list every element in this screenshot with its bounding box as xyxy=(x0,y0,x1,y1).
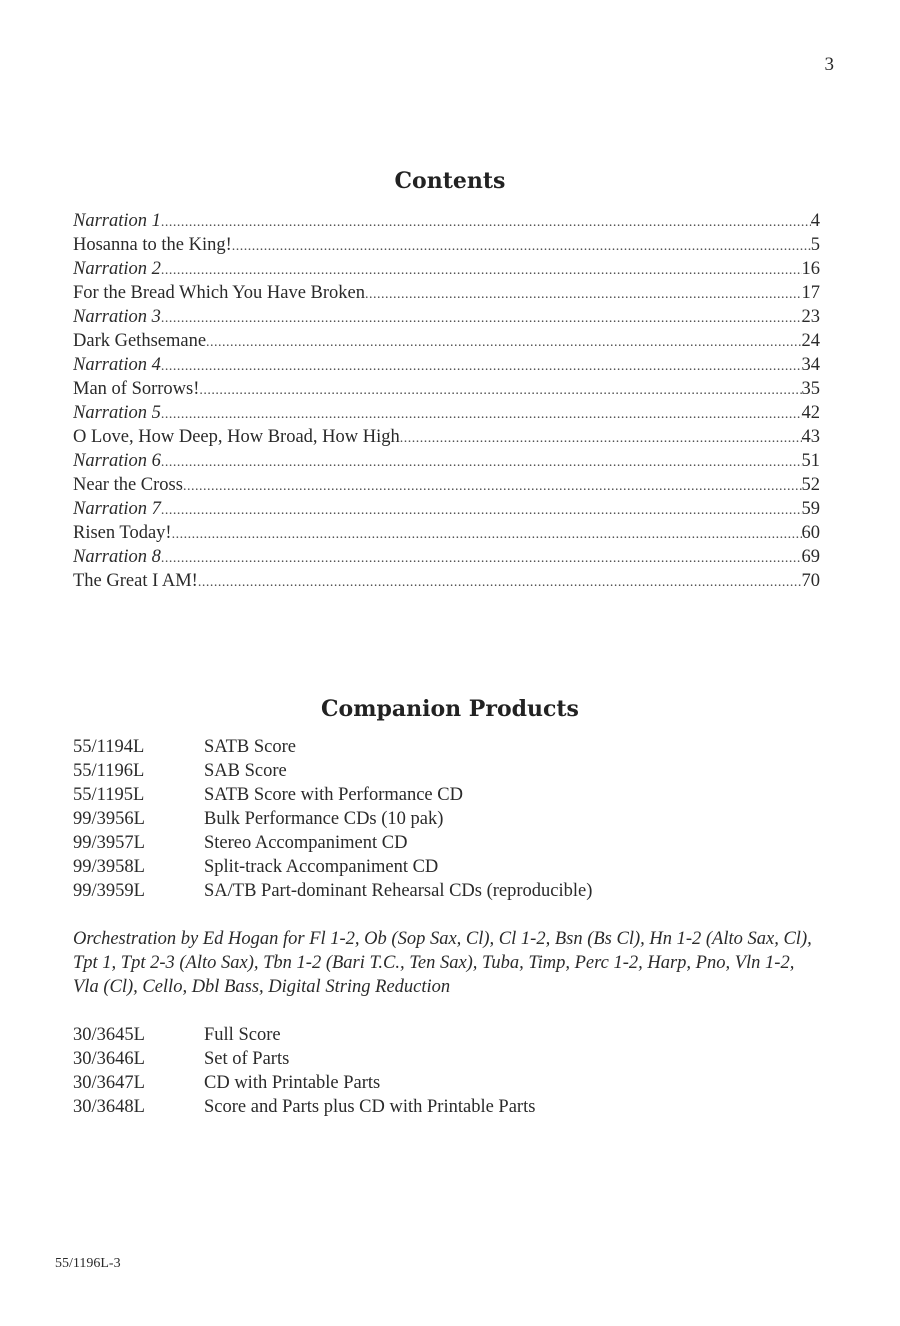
product-code: 55/1196L xyxy=(73,761,145,781)
table-of-contents xyxy=(73,209,820,593)
toc-entry-page: 60 xyxy=(801,523,820,543)
toc-entry xyxy=(73,209,820,233)
toc-dot-leader xyxy=(198,571,802,593)
toc-dot-leader xyxy=(161,259,802,281)
product-row xyxy=(73,879,592,903)
product-description: SAB Score xyxy=(204,761,287,781)
toc-entry-title: Narration 5 xyxy=(73,403,161,423)
toc-entry-page: 35 xyxy=(801,379,820,399)
toc-entry-title: Narration 6 xyxy=(73,451,161,471)
toc-entry-page: 70 xyxy=(801,571,820,591)
orchestra-product-list xyxy=(73,1023,535,1119)
companion-product-list xyxy=(73,735,592,903)
product-row xyxy=(73,855,592,879)
toc-dot-leader xyxy=(172,523,802,545)
toc-entry xyxy=(73,353,820,377)
orchestration-note: Orchestration by Ed Hogan for Fl 1-2, Ob (Sop Sax, Cl), Cl 1-2, Bsn (Bs Cl), Hn 1-2 (Alto Sax, Cl), Tpt 1, Tpt 2-3 (Alto Sax), Tbn 1-2 (Bari T.C., Ten Sax), Tuba, Timp, Perc 1-2, Harp, Pno, Vln 1-2, Vla (Cl), Cello, Dbl Bass, Digital String Reduction xyxy=(73,929,812,997)
product-description: SATB Score xyxy=(204,737,296,757)
product-row xyxy=(73,1023,535,1047)
toc-entry-page: 52 xyxy=(801,475,820,495)
product-description: SATB Score with Performance CD xyxy=(204,785,463,805)
product-code: 30/3646L xyxy=(73,1049,145,1069)
toc-entry xyxy=(73,545,820,569)
toc-entry-title: Risen Today! xyxy=(73,523,172,543)
toc-entry xyxy=(73,401,820,425)
toc-entry-page: 42 xyxy=(801,403,820,423)
toc-dot-leader xyxy=(161,547,802,569)
product-code: 99/3959L xyxy=(73,881,145,901)
product-code: 99/3956L xyxy=(73,809,145,829)
product-row xyxy=(73,1071,535,1095)
product-code: 30/3648L xyxy=(73,1097,145,1117)
toc-dot-leader xyxy=(365,283,801,305)
toc-dot-leader xyxy=(161,451,802,473)
toc-dot-leader xyxy=(161,211,811,233)
product-description: Full Score xyxy=(204,1025,281,1045)
product-code: 30/3647L xyxy=(73,1073,145,1093)
toc-entry-page: 5 xyxy=(810,235,820,255)
page-number: 3 xyxy=(824,54,834,75)
toc-dot-leader xyxy=(199,379,801,401)
toc-entry-page: 34 xyxy=(801,355,820,375)
toc-entry xyxy=(73,521,820,545)
product-code: 99/3958L xyxy=(73,857,145,877)
toc-dot-leader xyxy=(161,499,802,521)
toc-entry xyxy=(73,257,820,281)
toc-dot-leader xyxy=(400,427,802,449)
toc-entry xyxy=(73,497,820,521)
product-row xyxy=(73,1047,535,1071)
toc-entry-title: Man of Sorrows! xyxy=(73,379,200,399)
product-row xyxy=(73,831,592,855)
toc-entry xyxy=(73,473,820,497)
toc-dot-leader xyxy=(161,355,802,377)
product-code: 55/1194L xyxy=(73,737,145,757)
product-row xyxy=(73,735,592,759)
toc-entry-page: 69 xyxy=(801,547,820,567)
toc-entry-title: Narration 8 xyxy=(73,547,161,567)
toc-entry-title: The Great I AM! xyxy=(73,571,198,591)
toc-entry xyxy=(73,569,820,593)
product-description: Score and Parts plus CD with Printable Parts xyxy=(204,1097,536,1117)
companion-products-heading: Companion Products xyxy=(321,695,579,722)
toc-entry xyxy=(73,329,820,353)
toc-entry-title: Narration 2 xyxy=(73,259,161,279)
toc-entry xyxy=(73,377,820,401)
toc-entry-page: 17 xyxy=(801,283,820,303)
toc-entry-title: Narration 3 xyxy=(73,307,161,327)
toc-entry-page: 59 xyxy=(801,499,820,519)
toc-dot-leader xyxy=(232,235,811,257)
product-code: 55/1195L xyxy=(73,785,145,805)
product-description: CD with Printable Parts xyxy=(204,1073,381,1093)
product-description: Stereo Accompaniment CD xyxy=(204,833,408,853)
toc-dot-leader xyxy=(206,331,801,353)
product-description: Set of Parts xyxy=(204,1049,290,1069)
toc-dot-leader xyxy=(161,307,802,329)
toc-entry-title: For the Bread Which You Have Broken xyxy=(73,283,366,303)
toc-entry-page: 24 xyxy=(801,331,820,351)
product-description: SA/TB Part-dominant Rehearsal CDs (reproducible) xyxy=(204,881,593,901)
toc-entry xyxy=(73,449,820,473)
product-row xyxy=(73,807,592,831)
contents-heading: Contents xyxy=(394,167,506,194)
product-row xyxy=(73,1095,535,1119)
toc-entry xyxy=(73,281,820,305)
toc-entry xyxy=(73,305,820,329)
toc-entry-title: O Love, How Deep, How Broad, How High xyxy=(73,427,400,447)
toc-entry-page: 23 xyxy=(801,307,820,327)
product-row xyxy=(73,783,592,807)
product-code: 99/3957L xyxy=(73,833,145,853)
footer-product-code: 55/1196L-3 xyxy=(55,1256,121,1271)
toc-entry-page: 51 xyxy=(801,451,820,471)
toc-entry-title: Narration 7 xyxy=(73,499,161,519)
product-row xyxy=(73,759,592,783)
product-description: Split-track Accompaniment CD xyxy=(204,857,439,877)
toc-entry xyxy=(73,425,820,449)
toc-entry-title: Narration 4 xyxy=(73,355,161,375)
toc-entry-title: Narration 1 xyxy=(73,211,161,231)
product-description: Bulk Performance CDs (10 pak) xyxy=(204,809,444,829)
toc-entry-title: Dark Gethsemane xyxy=(73,331,207,351)
toc-entry-page: 16 xyxy=(801,259,820,279)
toc-entry-title: Hosanna to the King! xyxy=(73,235,232,255)
toc-entry-page: 43 xyxy=(801,427,820,447)
product-code: 30/3645L xyxy=(73,1025,145,1045)
toc-dot-leader xyxy=(161,403,802,425)
toc-entry xyxy=(73,233,820,257)
toc-entry-title: Near the Cross xyxy=(73,475,183,495)
toc-dot-leader xyxy=(183,475,802,497)
toc-entry-page: 4 xyxy=(810,211,820,231)
